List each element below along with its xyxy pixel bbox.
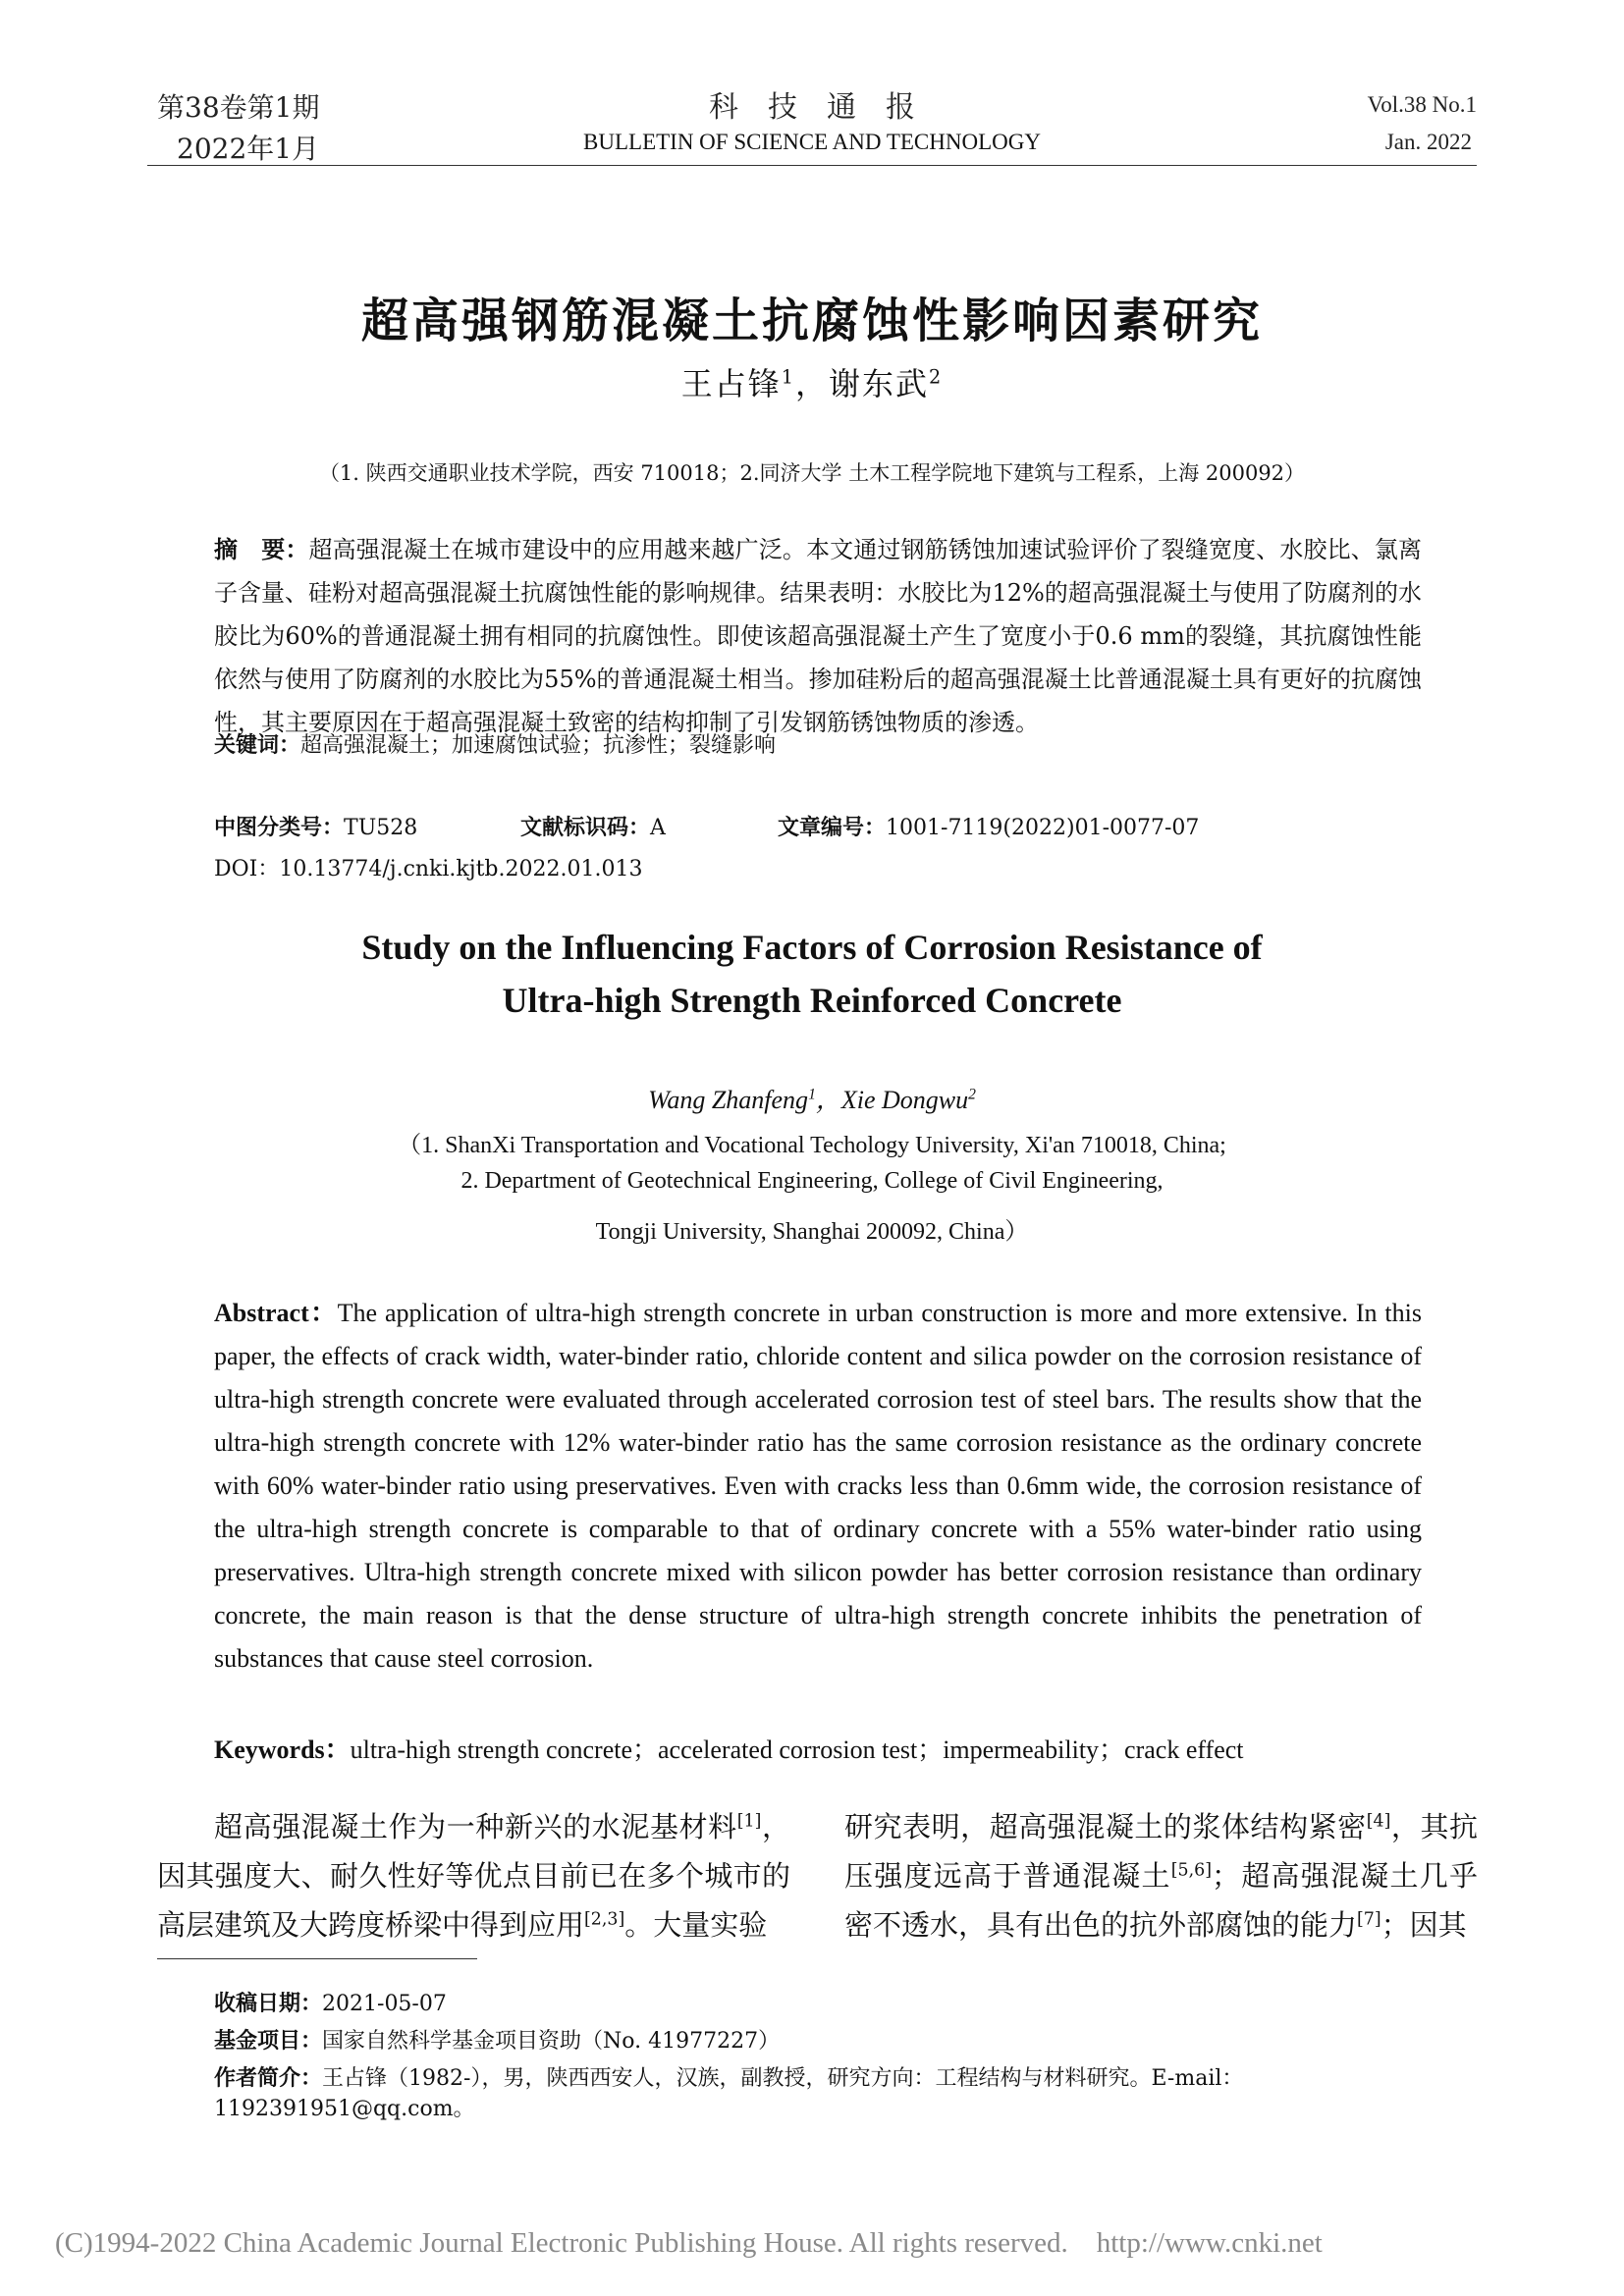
affiliation-en-line3: Tongji University, Shanghai 200092, China） — [595, 1219, 1029, 1245]
art-value: 1001-7119(2022)01-0077-07 — [886, 816, 1200, 840]
authors-cn — [0, 359, 1624, 404]
body-right-text-3: ；超高强混凝土几乎密不透水，具有出色的抗外部腐蚀的能力 — [844, 1859, 1478, 1942]
author1-en-affil-mark: 1 — [808, 1086, 816, 1103]
title-en-line2: Ultra-high Strength Reinforced Concrete — [502, 981, 1122, 1020]
citation-ref-4: [4] — [1366, 1811, 1391, 1832]
clc-number — [214, 811, 417, 841]
keywords-cn — [214, 728, 1422, 759]
abstract-en — [214, 1292, 1422, 1681]
abstract-cn-label: 摘 要： — [214, 535, 309, 563]
article-number — [778, 811, 1199, 841]
body-left-text-1: 超高强混凝土作为一种新兴的水泥基材料 — [214, 1810, 737, 1843]
author-separator: ， — [794, 365, 829, 402]
footnote-received — [214, 1987, 447, 2017]
header-date-cn: 2022年1月 — [177, 133, 320, 165]
keywords-cn-text: 超高强混凝土；加速腐蚀试验；抗渗性；裂缝影响 — [300, 733, 777, 758]
author1-en: Wang Zhanfeng — [648, 1086, 809, 1114]
body-right-text-2: ，其抗压强度远高于普通混凝土 — [844, 1810, 1478, 1893]
keywords-cn-label: 关键词： — [214, 732, 301, 758]
author-en-separator: ， — [815, 1086, 841, 1114]
doc-value: A — [650, 816, 666, 840]
author-bio-label: 作者简介： — [214, 2065, 323, 2091]
author2-cn: 谢东武 — [829, 365, 930, 402]
body-right-column — [844, 1802, 1478, 1949]
citation-ref-7: [7] — [1357, 1909, 1381, 1930]
fund-label: 基金项目： — [214, 2028, 323, 2054]
footnote-rule — [157, 1958, 477, 1959]
footnote-author-bio — [214, 2061, 1490, 2122]
body-left-text-3: 。大量实验 — [624, 1908, 768, 1942]
title-cn: 超高强钢筋混凝土抗腐蚀性影响因素研究 — [360, 294, 1263, 348]
header-journal-cn: 科 技 通 报 — [709, 90, 915, 125]
header-volume-cn: 第38卷第1期 — [157, 91, 320, 124]
document-code — [520, 811, 666, 841]
received-date: 2021-05-07 — [322, 1992, 447, 2016]
keywords-en — [214, 1730, 1422, 1766]
author2-affil-mark: 2 — [929, 365, 944, 389]
body-left-column — [157, 1802, 790, 1949]
doc-label: 文献标识码： — [520, 815, 651, 840]
author1-affil-mark: 1 — [781, 365, 795, 389]
author1-cn: 王占锋 — [680, 365, 782, 402]
body-left-text-2: ，因其强度大、耐久性好等优点目前已在多个城市的高层建筑及大跨度桥梁中得到应用 — [157, 1810, 790, 1942]
received-label: 收稿日期： — [214, 1991, 323, 2016]
fund-text: 国家自然科学基金项目资助（No. 41977227） — [322, 2029, 781, 2054]
footnote-fund — [214, 2024, 780, 2055]
author2-en-affil-mark: 2 — [968, 1086, 976, 1103]
clc-label: 中图分类号： — [214, 815, 345, 840]
body-right-text-1: 研究表明，超高强混凝土的浆体结构紧密 — [844, 1810, 1367, 1843]
title-en-line1: Study on the Influencing Factors of Corrosion Resistance of — [361, 928, 1263, 967]
affiliation-cn: （1. 陕西交通职业技术学院，西安 710018；2.同济大学 土木工程学院地下建筑与工程系，上海 200092） — [318, 461, 1306, 485]
doi: DOI：10.13774/j.cnki.kjtb.2022.01.013 — [214, 857, 643, 881]
authors-en — [0, 1080, 1624, 1116]
abstract-en-label: Abstract： — [214, 1299, 338, 1327]
author-bio-text: 王占锋（1982-），男，陕西西安人，汉族，副教授，研究方向：工程结构与材料研究。E-mail：1192391951@qq.com。 — [214, 2066, 1244, 2121]
copyright-notice: (C)1994-2022 China Academic Journal Electronic Publishing House. All rights reserved. http://www.cnki.net — [55, 2227, 1323, 2259]
abstract-cn — [214, 528, 1422, 744]
header-journal-en: BULLETIN OF SCIENCE AND TECHNOLOGY — [583, 130, 1041, 154]
abstract-en-text: The application of ultra-high strength concrete in urban construction is more and more extensive. In this paper, the effects of crack width, water-binder ratio, chloride content and silica powder on the corrosion resistance of ultra-high strength concrete were evaluated through accelerated corrosion test of steel bars. The results show that the ultra-high strength concrete with 12% water-binder ratio has the same corrosion resistance as the ordinary concrete with 60% water-binder ratio using preservatives. Even with cracks less than 0.6mm wide, the corrosion resistance of the ultra-high strength concrete is comparable to that of ordinary concrete with a 55% water-binder ratio using preservatives. Ultra-high strength concrete mixed with silicon powder has better corrosion resistance than ordinary concrete, the main reason is that the dense structure of ultra-high strength concrete inhibits the penetration of substances that cause steel corrosion. — [214, 1299, 1422, 1673]
keywords-en-text: ultra-high strength concrete；accelerated corrosion test；impermeability；crack effect — [350, 1735, 1244, 1764]
affiliation-en-line2: 2. Department of Geotechnical Engineering, College of Civil Engineering, — [460, 1168, 1164, 1194]
body-right-text-4: ；因其 — [1380, 1908, 1467, 1942]
art-label: 文章编号： — [778, 815, 887, 840]
clc-value: TU528 — [344, 816, 418, 840]
header-rule — [147, 165, 1477, 166]
affiliation-en-line1: （1. ShanXi Transportation and Vocational Techology University, Xi'an 710018, China; — [398, 1133, 1226, 1158]
keywords-en-label: Keywords： — [214, 1735, 351, 1764]
header-date-en: Jan. 2022 — [1384, 130, 1472, 154]
author2-en: Xie Dongwu — [840, 1086, 969, 1114]
abstract-cn-text: 超高强混凝土在城市建设中的应用越来越广泛。本文通过钢筋锈蚀加速试验评价了裂缝宽度、水胶比、氯离子含量、硅粉对超高强混凝土抗腐蚀性能的影响规律。结果表明：水胶比为12%的超高强混凝土与使用了防腐剂的水胶比为60%的普通混凝土拥有相同的抗腐蚀性。即使该超高强混凝土产生了宽度小于0.6 mm的裂缝，其抗腐蚀性能依然与使用了防腐剂的水胶比为55%的普通混凝土相当。掺加硅粉后的超高强混凝土比普通混凝土具有更好的抗腐蚀性，其主要原因在于超高强混凝土致密的结构抑制了引发钢筋锈蚀物质的渗透。 — [214, 536, 1423, 736]
citation-ref-2-3: [2,3] — [584, 1909, 625, 1930]
header-volume-en: Vol.38 No.1 — [1367, 92, 1477, 117]
citation-ref-5-6: [5,6] — [1170, 1860, 1212, 1881]
citation-ref-1: [1] — [736, 1811, 762, 1832]
